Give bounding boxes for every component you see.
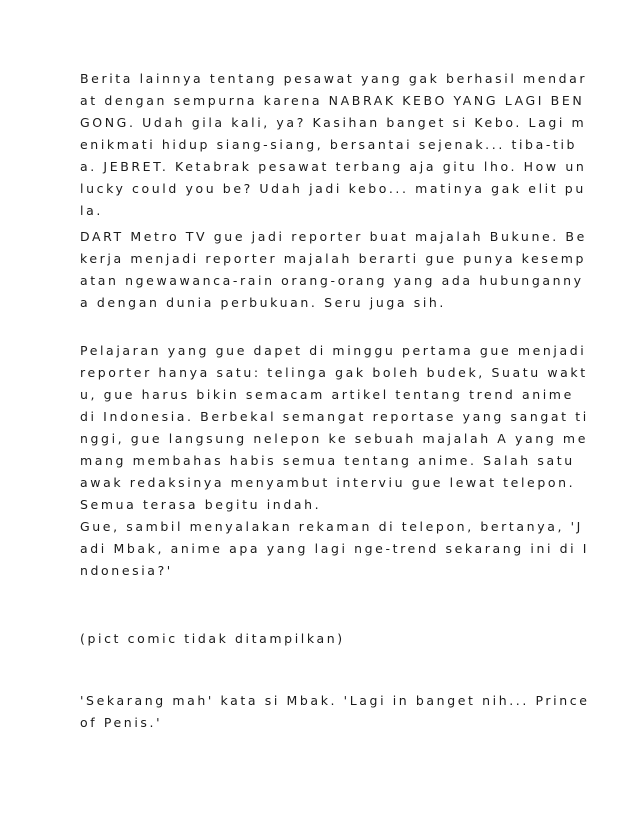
paragraph-pelajaran: Pelajaran yang gue dapet di minggu pertama gue menjadi reporter hanya satu: telinga gak boleh budek, Suatu waktu, gue harus bikin semacam artikel tentang trend anime di Indonesia. Berbekal semangat reportase yang sangat tinggi, gue langsung nelepon ke sebuah majalah A yang memang membahas habis semua tentang anime. Salah satu awak redaksinya menyambut interviu gue lewat telepon. Semua terasa begitu indah. — [80, 343, 589, 512]
paragraph-reporter-bukune: DART Metro TV gue jadi reporter buat majalah Bukune. Bekerja menjadi reporter majalah berarti gue punya kesempatan ngewawanca-rain orang-orang yang ada hubungannya dengan dunia perbukuan. Seru juga sih. — [80, 229, 587, 310]
paragraph-jawaban-mbak: 'Sekarang mah' kata si Mbak. 'Lagi in banget nih... Prince of Penis.' — [80, 693, 590, 730]
paragraph-pict-comic: (pict comic tidak ditampilkan) — [80, 631, 345, 646]
paragraph-pesawat-kebo: Berita lainnya tentang pesawat yang gak berhasil mendarat dengan sempurna karena NABRAK KEBO YANG LAGI BENGONG. Udah gila kali, ya? Kasihan banget si Kebo. Lagi menikmati hidup siang-siang, bersantai sejenak... tiba-tiba. JEBRET. Ketabrak pesawat terbang aja gitu lho. How unlucky could you be? Udah jadi kebo... matinya gak elit pula. — [80, 71, 588, 218]
paragraph-pertanyaan: Gue, sambil menyalakan rekaman di telepon, bertanya, 'Jadi Mbak, anime apa yang lagi nge-trend sekarang ini di Indonesia?' — [80, 519, 590, 578]
